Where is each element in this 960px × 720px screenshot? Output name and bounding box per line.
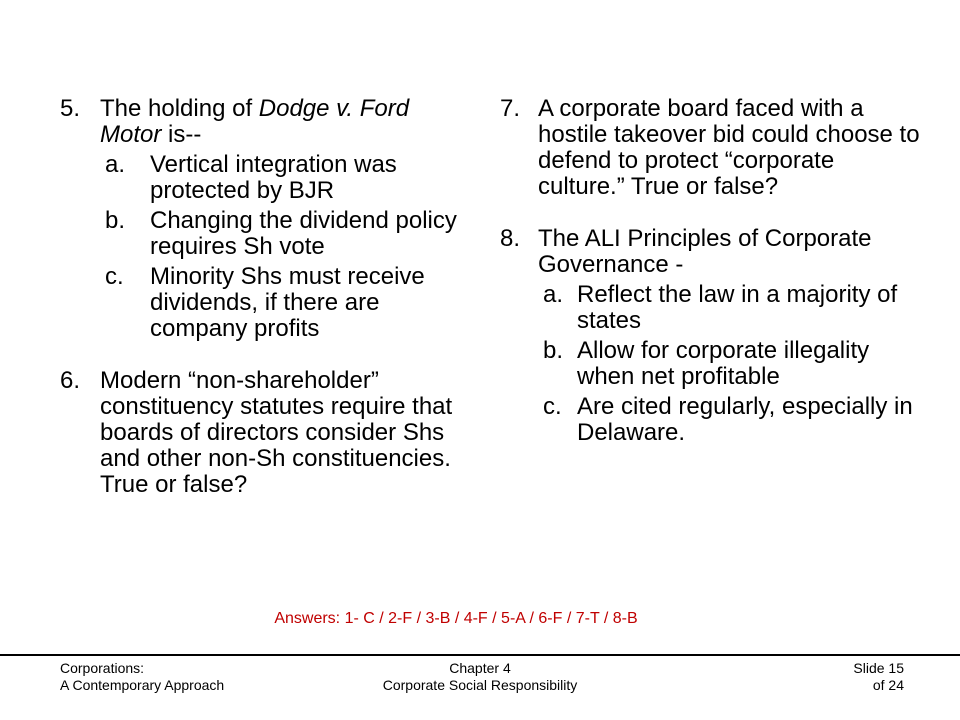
- option-text: Are cited regularly, especially in Delaware.: [577, 393, 913, 446]
- option-letter: c.: [105, 263, 124, 290]
- footer-left-line1: Corporations:: [60, 660, 145, 676]
- option-letter: b.: [105, 207, 126, 234]
- question-number: 7.: [500, 95, 521, 122]
- footer-right-line2: of 24: [872, 677, 904, 693]
- left-column: [60, 96, 470, 524]
- option-letter: a.: [543, 281, 564, 308]
- question-text-post: is--: [161, 121, 202, 148]
- right-column: [500, 96, 920, 472]
- question-number: 5.: [60, 95, 81, 122]
- question-6: [60, 368, 470, 498]
- option-letter: b.: [543, 337, 564, 364]
- option-letter: c.: [543, 393, 562, 420]
- option-text: Vertical integration was protected by BJR: [150, 151, 397, 204]
- footer-right-line1: Slide 15: [853, 660, 904, 676]
- option-text: Changing the dividend policy requires Sh vote: [150, 207, 457, 260]
- footer-book-title: [60, 660, 224, 694]
- options-list: [543, 282, 920, 446]
- case-name: Dodge v. Ford Motor: [100, 95, 410, 148]
- question-text: The ALI Principles of Corporate Governance -: [538, 225, 872, 278]
- footer-center-line2: Corporate Social Responsibility: [382, 677, 578, 693]
- option-c: [543, 394, 920, 446]
- question-text-pre: The holding of: [100, 95, 259, 122]
- option-text: Minority Shs must receive dividends, if there are company profits: [150, 263, 425, 342]
- question-number: 6.: [60, 367, 81, 394]
- options-list: [105, 152, 470, 342]
- option-text: Reflect the law in a majority of states: [577, 281, 898, 334]
- footer-slide-number: [853, 660, 904, 694]
- footer-chapter: [330, 660, 630, 694]
- question-text: A corporate board faced with a hostile takeover bid could choose to defend to protect “corporate culture.” True or false?: [538, 95, 920, 200]
- question-text: Modern “non-shareholder” constituency statutes require that boards of directors consider Shs and other non-Sh constituencies. True or false?: [100, 367, 453, 498]
- footer-left-line2: A Contemporary Approach: [60, 677, 225, 693]
- question-7: [500, 96, 920, 200]
- question-number: 8.: [500, 225, 521, 252]
- footer-center-line1: Chapter 4: [449, 660, 511, 676]
- question-8: [500, 226, 920, 446]
- option-c: [105, 264, 470, 342]
- option-letter: a.: [105, 151, 126, 178]
- question-5: [60, 96, 470, 342]
- option-b: [105, 208, 470, 260]
- option-text: Allow for corporate illegality when net profitable: [577, 337, 870, 390]
- option-b: [543, 338, 920, 390]
- question-text: [100, 96, 470, 342]
- option-a: [105, 152, 470, 204]
- answer-key: Answers: 1- C / 2-F / 3-B / 4-F / 5-A / 6-F / 7-T / 8-B: [274, 610, 638, 627]
- question-text-block: [538, 226, 920, 446]
- footer-divider: [0, 654, 960, 656]
- option-a: [543, 282, 920, 334]
